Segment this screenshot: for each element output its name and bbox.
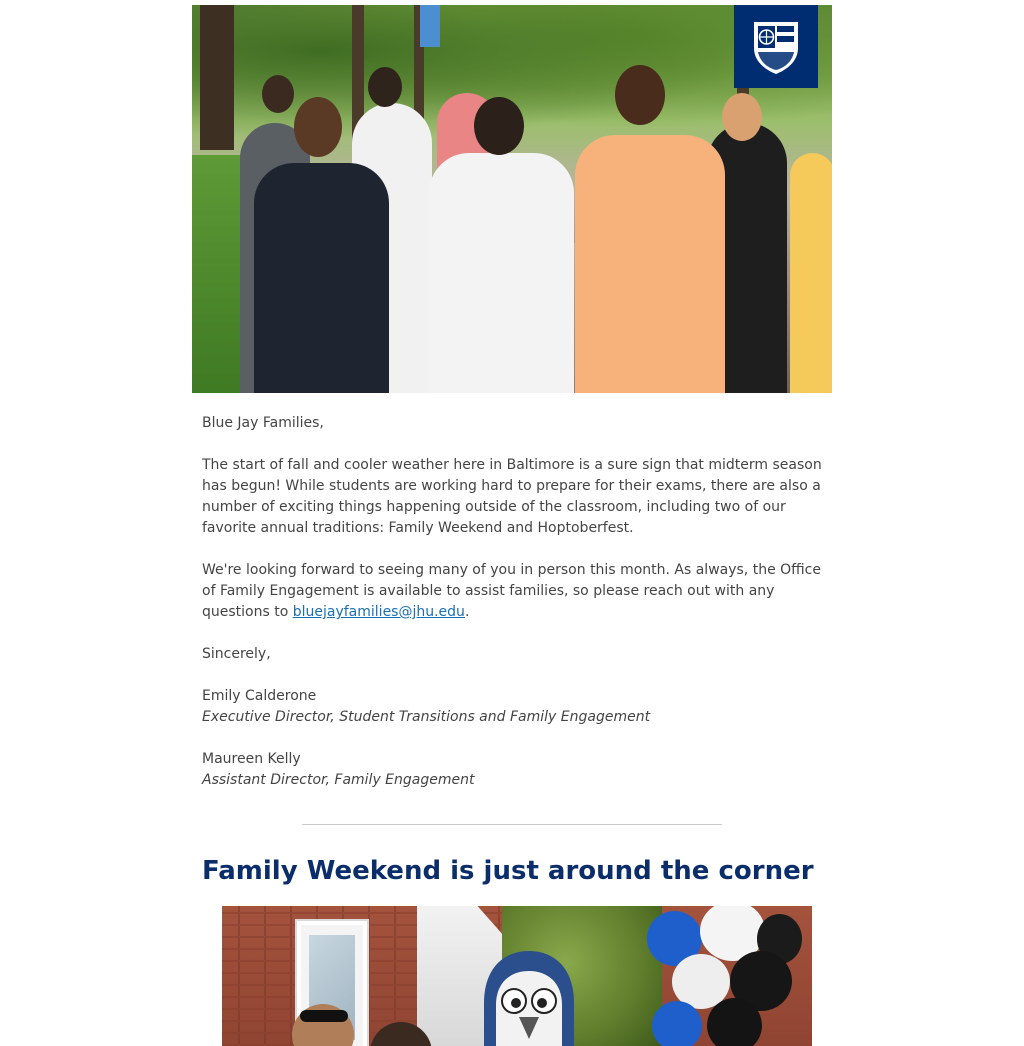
letter-content — [192, 413, 832, 791]
intro-paragraph: The start of fall and cooler weather here in Baltimore is a sure sign that midterm season has begun! While students are working hard to prepare for their exams, there are also a number of exciting things happening outside of the classroom, including two of our favorite annual traditions: Family Weekend and Hoptoberfest. — [202, 457, 822, 536]
closing: Sincerely, — [202, 646, 271, 662]
email-body — [192, 0, 832, 1046]
section-divider — [302, 824, 722, 825]
blue-jay-mascot-icon — [474, 943, 584, 1046]
family-weekend-photo — [212, 906, 812, 1046]
contact-paragraph — [202, 560, 822, 623]
jhu-shield-icon[interactable] — [734, 5, 818, 88]
greeting: Blue Jay Families, — [202, 415, 324, 431]
signer-title: Assistant Director, Family Engagement — [202, 772, 475, 788]
hero-photo — [192, 5, 832, 393]
section-heading: Family Weekend is just around the corner — [202, 856, 814, 886]
contact-text-end: . — [464, 604, 470, 620]
shield-logo-icon — [750, 18, 802, 76]
email-link[interactable]: bluejayfamilies@jhu.edu — [292, 604, 465, 620]
signer-title: Executive Director, Student Transitions and Family Engagement — [202, 709, 651, 725]
signer-name: Emily Calderone — [202, 688, 317, 704]
contact-text: We're looking forward to seeing many of you in person this month. As always, the Office of Family Engagement is available to assist families, so please reach out with any questions to — [202, 562, 821, 620]
signer-name: Maureen Kelly — [202, 751, 301, 767]
